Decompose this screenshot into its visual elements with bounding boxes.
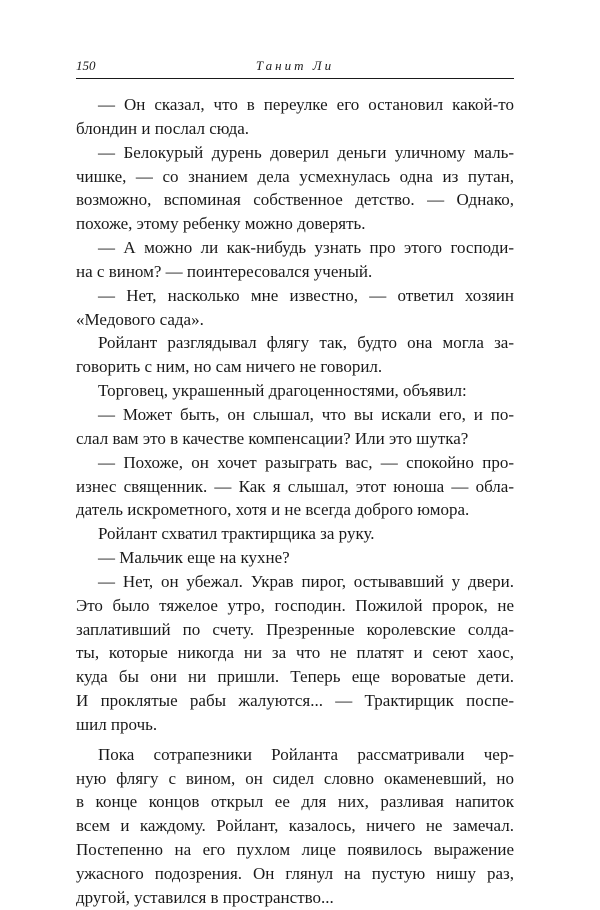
- text-line: датель искрометного, хотя и не всегда доброго юмора.: [76, 500, 470, 520]
- text-line: Ройлант схватил трактирщика за руку.: [98, 524, 375, 544]
- text-line: — Белокурый дурень доверил деньги уличному маль-: [98, 142, 514, 162]
- text-line: на с вином? — поинтересовался ученый.: [76, 261, 373, 281]
- text-line: — А можно ли как-нибудь узнать про этого господи-: [98, 238, 514, 258]
- text-line: всем и каждому. Ройлант, казалось, ничего не замечал.: [76, 816, 514, 836]
- running-title: Танит Ли: [255, 58, 335, 73]
- text-line: Пока сотрапезники Ройланта рассматривали чер-: [98, 744, 514, 764]
- text-line: другой, уставился в пространство...: [76, 887, 334, 907]
- text-line: говорить с ним, но сам ничего не говорил.: [76, 357, 383, 377]
- page-header: [76, 56, 514, 78]
- text-line: возможно, вспоминая собственное детство. — Однако,: [76, 190, 514, 210]
- text-line: слал вам это в качестве компенсации? Или это шутка?: [76, 428, 469, 448]
- text-line: — Нет, он убежал. Украв пирог, остывавший у двери.: [98, 571, 514, 591]
- text-line: — Мальчик еще на кухне?: [98, 548, 290, 568]
- text-line: чишке, — со знанием дела усмехнулась одна из путан,: [76, 166, 514, 186]
- text-line: И проклятые рабы жалуются... — Трактирщик поспе-: [76, 691, 514, 711]
- text-line: в конце концов открыл ее для них, разливая напиток: [76, 792, 514, 812]
- header-rule: [76, 78, 514, 79]
- text-line: — Похоже, он хочет разыграть вас, — спокойно про-: [98, 452, 514, 472]
- text-line: Торговец, украшенный драгоценностями, объявил:: [98, 381, 467, 401]
- text-line: — Нет, насколько мне известно, — ответил хозяин: [98, 285, 514, 305]
- text-line: Ройлант разглядывал флягу так, будто она могла за-: [98, 333, 514, 353]
- text-line: — Может быть, он слышал, что вы искали его, и по-: [98, 404, 514, 424]
- body-text: [76, 93, 514, 910]
- text-line: похоже, этому ребенку можно доверять.: [76, 214, 366, 234]
- text-line: «Медового сада».: [76, 309, 204, 329]
- text-line: изнес священник. — Как я слышал, этот юноша — обла-: [76, 476, 514, 496]
- text-line: Это было тяжелое утро, господин. Пожилой пророк, не: [76, 595, 514, 615]
- page-number: 150: [76, 58, 96, 73]
- text-line: заплативший по счету. Презренные королевские солда-: [76, 619, 514, 639]
- text-line: ную флягу с вином, он сидел словно окаменевший, но: [76, 768, 514, 788]
- text-line: Постепенно на его пухлом лице появилось выражение: [76, 840, 514, 860]
- text-line: ужасного подозрения. Он глянул на пустую нишу раз,: [76, 864, 514, 883]
- text-line: блондин и послал сюда.: [76, 118, 250, 138]
- text-line: шил прочь.: [76, 714, 158, 734]
- text-line: куда бы они ни пришли. Теперь еще вороватые дети.: [76, 667, 514, 687]
- text-line: — Он сказал, что в переулке его остановил какой-то: [98, 95, 514, 114]
- text-line: ты, которые никогда ни за что не платят и сеют хаос,: [76, 643, 514, 663]
